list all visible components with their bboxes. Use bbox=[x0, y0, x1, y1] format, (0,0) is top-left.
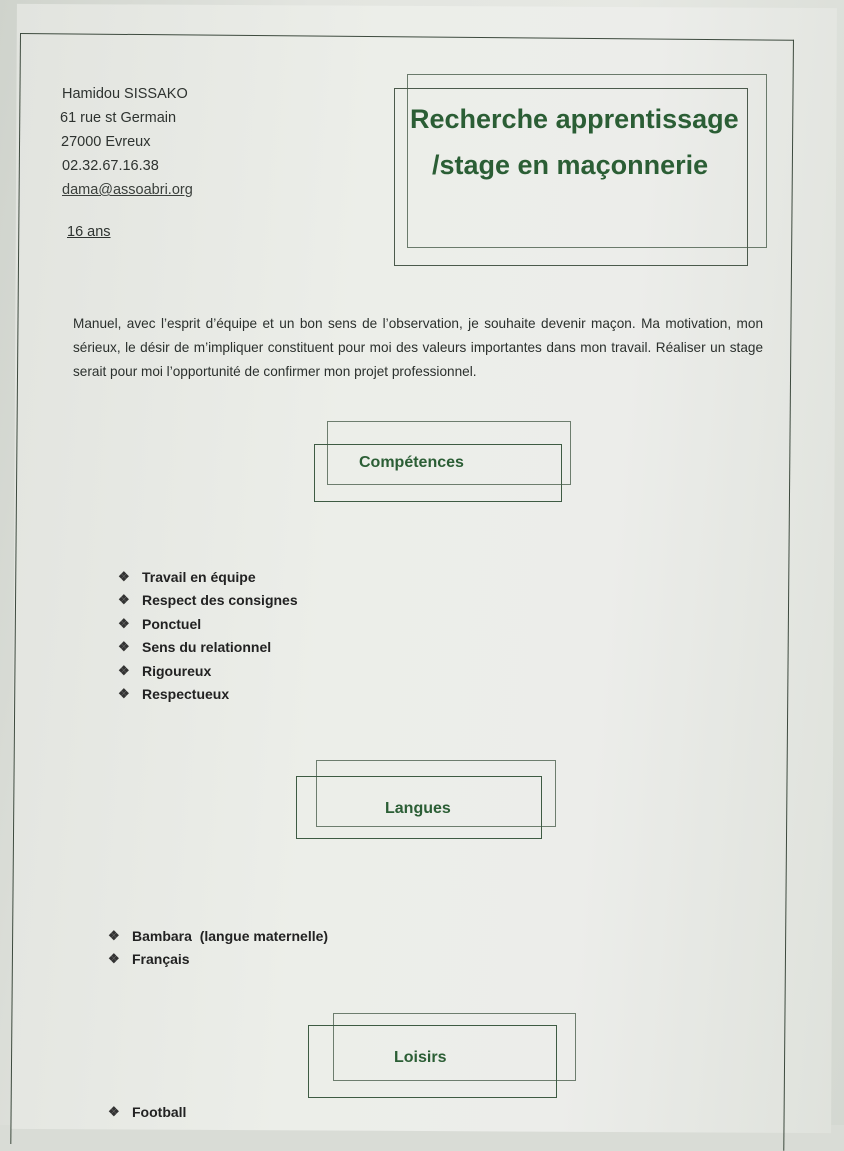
list-item-label: Sens du relationnel bbox=[142, 639, 272, 656]
list-item bbox=[118, 659, 298, 683]
diamond-bullet-icon: ❖ bbox=[118, 662, 130, 678]
diamond-bullet-icon: ❖ bbox=[108, 927, 120, 943]
diamond-bullet-icon: ❖ bbox=[108, 1103, 120, 1119]
list-item-label: Français bbox=[132, 951, 190, 968]
list-item-label: Respect des consignes bbox=[142, 592, 298, 609]
list-item bbox=[108, 948, 328, 972]
title-line-2: /stage en maçonnerie bbox=[432, 150, 709, 180]
loisirs-list bbox=[108, 1100, 186, 1124]
competences-heading: Compétences bbox=[359, 454, 464, 471]
competences-list bbox=[118, 565, 298, 706]
contact-city: 27000 Evreux bbox=[61, 134, 151, 150]
contact-block bbox=[62, 82, 193, 244]
contact-phone: 02.32.67.16.38 bbox=[62, 158, 159, 174]
contact-age: 16 ans bbox=[67, 224, 111, 240]
list-item-label: Bambara (langue maternelle) bbox=[132, 927, 329, 944]
list-item bbox=[108, 1100, 186, 1124]
list-item-label: Respectueux bbox=[142, 686, 230, 703]
list-item-label: Travail en équipe bbox=[142, 568, 256, 585]
diamond-bullet-icon: ❖ bbox=[118, 686, 130, 702]
list-item bbox=[118, 589, 298, 613]
intro-paragraph: Manuel, avec l’esprit d’équipe et un bon sens de l’observation, je souhaite devenir maçon. Ma motivation, mon sérieux, le désir de m’impliquer constituent pour moi des valeurs importantes dans mon travail. Réaliser un stage serait pour moi l’opportunité de confirmer mon projet professionnel. bbox=[73, 316, 763, 379]
list-item-label: Ponctuel bbox=[142, 615, 202, 632]
contact-street: 61 rue st Germain bbox=[60, 110, 177, 126]
list-item-label: Rigoureux bbox=[142, 662, 212, 679]
list-item bbox=[108, 924, 328, 948]
diamond-bullet-icon: ❖ bbox=[118, 592, 130, 608]
diamond-bullet-icon: ❖ bbox=[108, 951, 120, 967]
competences-frame-inner bbox=[314, 444, 562, 502]
contact-email-link[interactable]: dama@assoabri.org bbox=[62, 182, 193, 198]
list-item-label: Football bbox=[132, 1103, 187, 1120]
list-item bbox=[118, 636, 298, 660]
langues-heading: Langues bbox=[385, 800, 451, 817]
diamond-bullet-icon: ❖ bbox=[118, 639, 130, 655]
list-item bbox=[118, 612, 298, 636]
diamond-bullet-icon: ❖ bbox=[118, 615, 130, 631]
loisirs-heading: Loisirs bbox=[394, 1049, 447, 1066]
langues-list bbox=[108, 924, 328, 971]
title-line-1: Recherche apprentissage bbox=[410, 104, 739, 134]
contact-name: Hamidou SISSAKO bbox=[62, 86, 188, 102]
list-item bbox=[118, 565, 298, 589]
page-title bbox=[410, 96, 750, 188]
list-item bbox=[118, 683, 298, 707]
diamond-bullet-icon: ❖ bbox=[118, 568, 130, 584]
